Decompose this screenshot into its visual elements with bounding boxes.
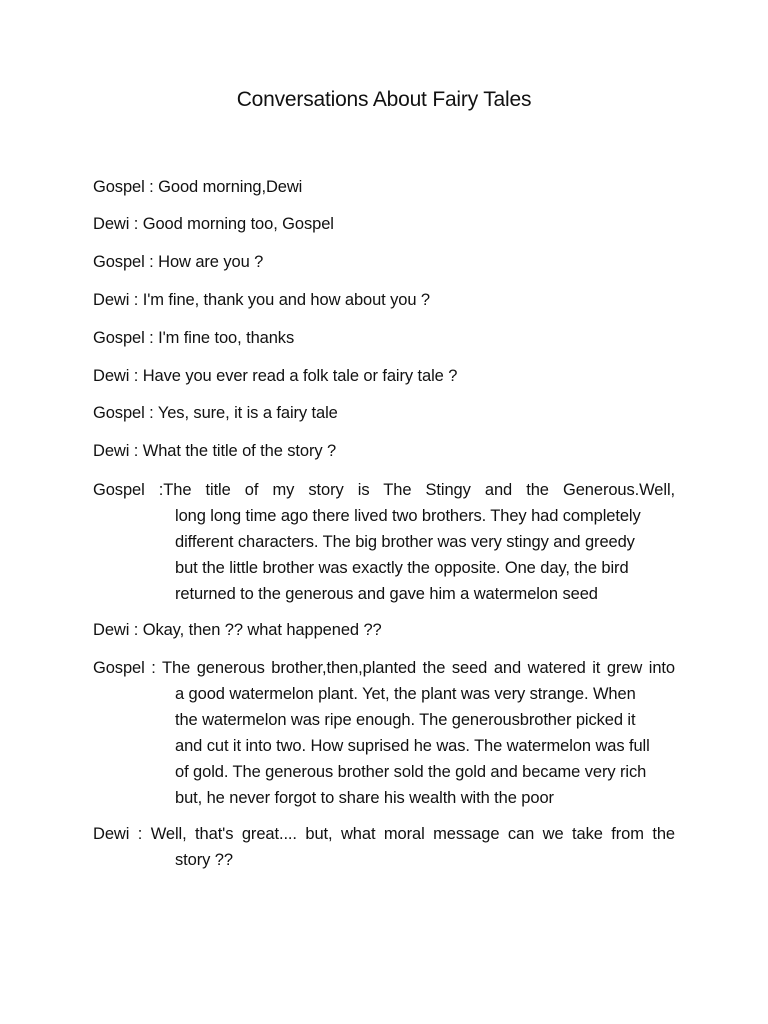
paragraph-continuation: long long time ago there lived two brothers. They had completely	[175, 507, 641, 525]
dialogue-line: Dewi : Have you ever read a folk tale or fairy tale ?	[93, 367, 458, 385]
dialogue-line: Dewi : I'm fine, thank you and how about you ?	[93, 291, 431, 309]
dialogue-line: Gospel : I'm fine too, thanks	[93, 329, 295, 347]
paragraph-first-line: Gospel : The generous brother,then,planted the seed and watered it grew into	[93, 659, 675, 677]
dialogue-line: Dewi : Good morning too, Gospel	[93, 215, 334, 233]
paragraph-continuation: returned to the generous and gave him a watermelon seed	[175, 585, 598, 603]
dialogue-paragraph	[93, 821, 675, 873]
dialogue-line: Dewi : Okay, then ?? what happened ??	[93, 621, 382, 639]
paragraph-continuation: of gold. The generous brother sold the gold and became very rich	[175, 763, 647, 781]
dialogue-paragraph	[93, 477, 675, 607]
dialogue-paragraph	[93, 655, 675, 811]
paragraph-continuation: but, he never forgot to share his wealth with the poor	[175, 789, 554, 807]
paragraph-first-line: Dewi : Well, that's great.... but, what moral message can we take from the	[93, 825, 675, 843]
dialogue-line: Gospel : Yes, sure, it is a fairy tale	[93, 404, 338, 422]
paragraph-continuation: story ??	[175, 851, 233, 869]
paragraph-first-line: Gospel :The title of my story is The Stingy and the Generous.Well,	[93, 481, 675, 499]
paragraph-continuation: and cut it into two. How suprised he was. The watermelon was full	[175, 737, 650, 755]
dialogue-line: Dewi : What the title of the story ?	[93, 442, 337, 460]
dialogue-line: Gospel : How are you ?	[93, 253, 264, 271]
paragraph-continuation: the watermelon was ripe enough. The generousbrother picked it	[175, 711, 636, 729]
paragraph-continuation: a good watermelon plant. Yet, the plant was very strange. When	[175, 685, 636, 703]
dialogue-line: Gospel : Good morning,Dewi	[93, 178, 303, 196]
page-title: Conversations About Fairy Tales	[236, 88, 532, 111]
paragraph-continuation: but the little brother was exactly the opposite. One day, the bird	[175, 559, 629, 577]
paragraph-continuation: different characters. The big brother was very stingy and greedy	[175, 533, 635, 551]
